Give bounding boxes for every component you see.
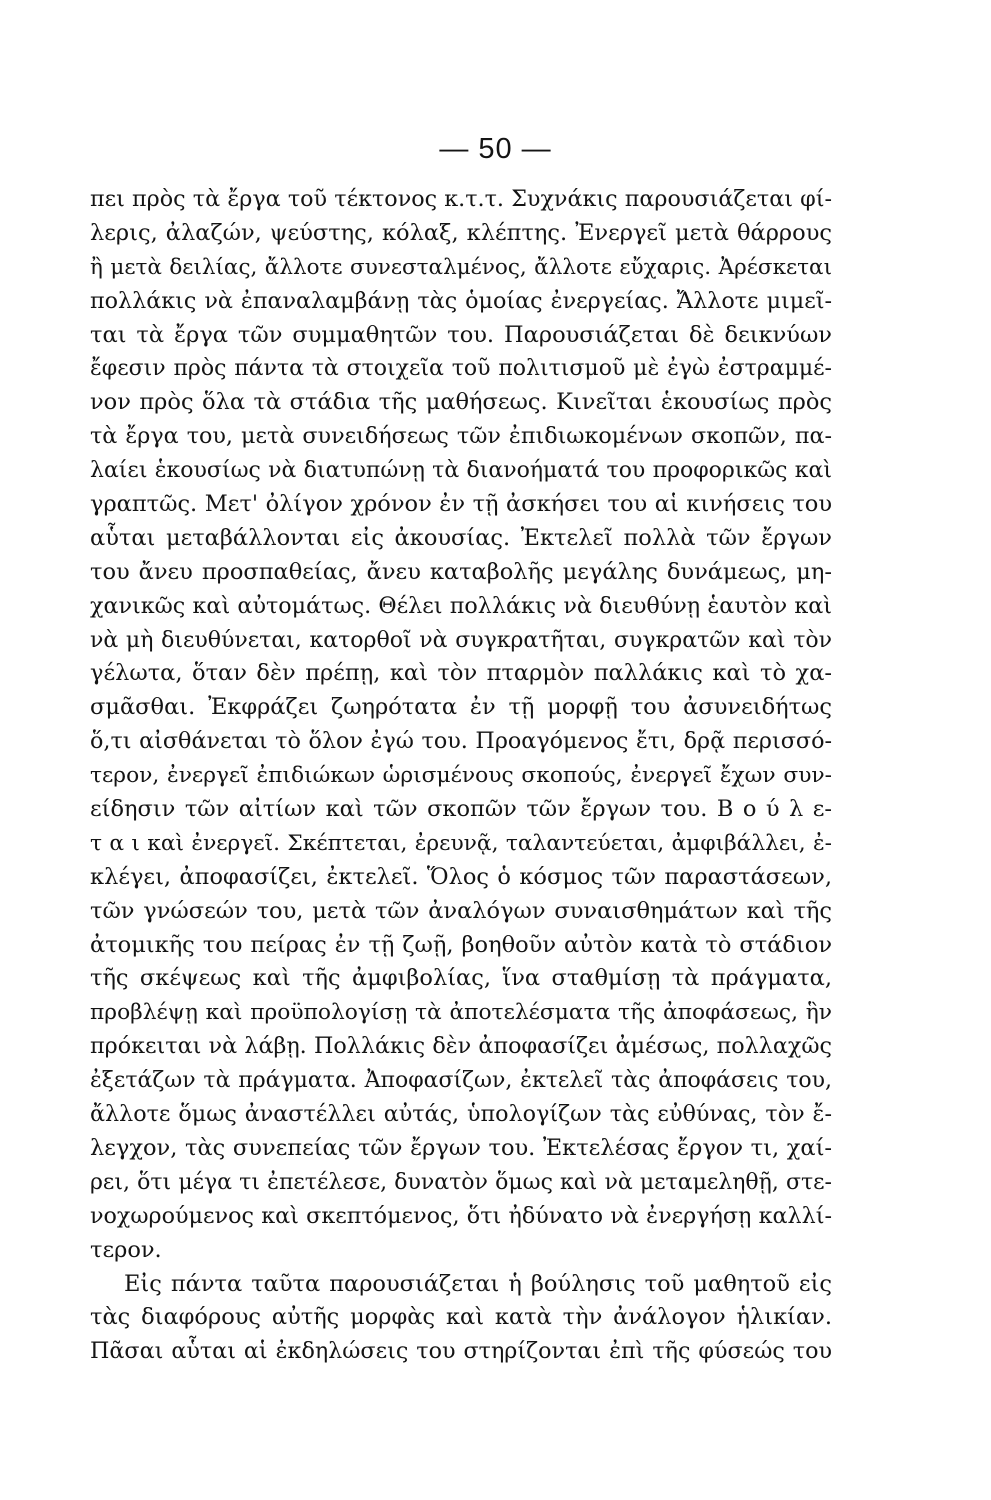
text-line: τ α ι καὶ ἐνεργεῖ. Σκέπτεται, ἐρευνᾷ, ταλαντεύεται, ἀμφιβάλλει, ἐ- bbox=[90, 830, 832, 856]
text-line: προβλέψῃ καὶ προϋπολογίσῃ τὰ ἀποτελέσματα τῆς ἀποφάσεως, ἣν bbox=[90, 1000, 832, 1026]
text-line: νοχωρούμενος καὶ σκεπτόμενος, ὅτι ἠδύνατο νὰ ἐνεργήσῃ καλλί- bbox=[90, 1202, 832, 1229]
text-line: γραπτῶς. Μετ' ὀλίγον χρόνον ἐν τῇ ἀσκήσει του αἱ κινήσεις του bbox=[90, 491, 832, 518]
text-line: ται τὰ ἔργα τῶν συμμαθητῶν του. Παρουσιάζεται δὲ δεικνύων bbox=[90, 321, 832, 348]
text-line: Εἰς πάντα ταῦτα παρουσιάζεται ἡ βούλησις τοῦ μαθητοῦ εἰς bbox=[124, 1270, 832, 1297]
page-number: — 50 — bbox=[439, 133, 552, 165]
text-line: τὰς διαφόρους αὐτῆς μορφὰς καὶ κατὰ τὴν ἀνάλογον ἡλικίαν. bbox=[90, 1304, 832, 1331]
text-line: τῆς σκέψεως καὶ τῆς ἀμφιβολίας, ἵνα σταθμίσῃ τὰ πράγματα, bbox=[90, 965, 832, 992]
text-line: ἄλλοτε ὅμως ἀναστέλλει αὐτάς, ὑπολογίζων τὰς εὐθύνας, τὸν ἔ- bbox=[90, 1101, 832, 1128]
text-line: κλέγει, ἀποφασίζει, ἐκτελεῖ. Ὅλος ὁ κόσμος τῶν παραστάσεων, bbox=[90, 863, 832, 890]
text-line: νον πρὸς ὅλα τὰ στάδια τῆς μαθήσεως. Κινεῖται ἑκουσίως πρὸς bbox=[90, 389, 832, 416]
text-line: πει πρὸς τὰ ἔργα τοῦ τέκτονος κ.τ.τ. Συχνάκις παρουσιάζεται φί- bbox=[90, 186, 832, 212]
text-line: τερον. bbox=[90, 1236, 162, 1263]
text-line: τῶν γνώσεών του, μετὰ τῶν ἀναλόγων συναισθημάτων καὶ τῆς bbox=[90, 897, 832, 924]
text-line: αὗται μεταβάλλονται εἰς ἀκουσίας. Ἐκτελεῖ πολλὰ τῶν ἔργων bbox=[90, 524, 832, 551]
text-line: πολλάκις νὰ ἐπαναλαμβάνῃ τὰς ὁμοίας ἐνεργείας. Ἄλλοτε μιμεῖ- bbox=[90, 287, 832, 314]
text-line: πρόκειται νὰ λάβῃ. Πολλάκις δὲν ἀποφασίζει ἀμέσως, πολλαχῶς bbox=[90, 1033, 832, 1060]
text-line: ἀτομικῆς του πείρας ἐν τῇ ζωῇ, βοηθοῦν αὐτὸν κατὰ τὸ στάδιον bbox=[90, 931, 832, 958]
text-line: λεγχον, τὰς συνεπείας τῶν ἔργων του. Ἐκτελέσας ἔργον τι, χαί- bbox=[90, 1134, 832, 1161]
text-line: λερις, ἀλαζών, ψεύστης, κόλαξ, κλέπτης. Ἐνεργεῖ μετὰ θάρρους bbox=[90, 219, 832, 246]
text-line: χανικῶς καὶ αὐτομάτως. Θέλει πολλάκις νὰ διευθύνῃ ἑαυτὸν καὶ bbox=[90, 592, 832, 619]
text-line: ἢ μετὰ δειλίας, ἄλλοτε συνεσταλμένος, ἄλλοτε εὔχαρις. Ἀρέσκεται bbox=[90, 254, 832, 280]
text-line: τερον, ἐνεργεῖ ἐπιδιώκων ὡρισμένους σκοπούς, ἐνεργεῖ ἔχων συν- bbox=[90, 763, 832, 789]
text-line: ρει, ὅτι μέγα τι ἐπετέλεσε, δυνατὸν ὅμως καὶ νὰ μεταμεληθῇ, στε- bbox=[90, 1169, 832, 1195]
text-line: ἔφεσιν πρὸς πάντα τὰ στοιχεῖα τοῦ πολιτισμοῦ μὲ ἐγὼ ἐστραμμέ- bbox=[90, 356, 832, 382]
text-line: Πᾶσαι αὗται αἱ ἐκδηλώσεις του στηρίζονται ἐπὶ τῆς φύσεώς του bbox=[90, 1338, 832, 1365]
text-line: είδησιν τῶν αἰτίων καὶ τῶν σκοπῶν τῶν ἔργων του. Β ο ύ λ ε- bbox=[90, 796, 832, 823]
text-line: τὰ ἔργα του, μετὰ συνειδήσεως τῶν ἐπιδιωκομένων σκοπῶν, πα- bbox=[90, 423, 832, 450]
text-line: γέλωτα, ὅταν δὲν πρέπῃ, καὶ τὸν πταρμὸν παλλάκις καὶ τὸ χα- bbox=[90, 660, 832, 687]
text-line: σμᾶσθαι. Ἐκφράζει ζωηρότατα ἐν τῇ μορφῇ του ἀσυνειδήτως bbox=[90, 694, 832, 721]
text-line: του ἄνευ προσπαθείας, ἄνευ καταβολῆς μεγάλης δυνάμεως, μη- bbox=[90, 558, 832, 585]
text-line: νὰ μὴ διευθύνεται, κατορθοῖ νὰ συγκρατῆται, συγκρατῶν καὶ τὸν bbox=[90, 627, 832, 653]
text-line: ἐξετάζων τὰ πράγματα. Ἀποφασίζων, ἐκτελεῖ τὰς ἀποφάσεις του, bbox=[90, 1068, 832, 1094]
text-line: ὅ,τι αἰσθάνεται τὸ ὅλον ἐγώ του. Προαγόμενος ἔτι, δρᾷ περισσό- bbox=[90, 728, 832, 755]
text-line: λαίει ἑκουσίως νὰ διατυπώνῃ τὰ διανοήματά του προφορικῶς καὶ bbox=[90, 458, 832, 484]
body-text bbox=[90, 183, 832, 1369]
